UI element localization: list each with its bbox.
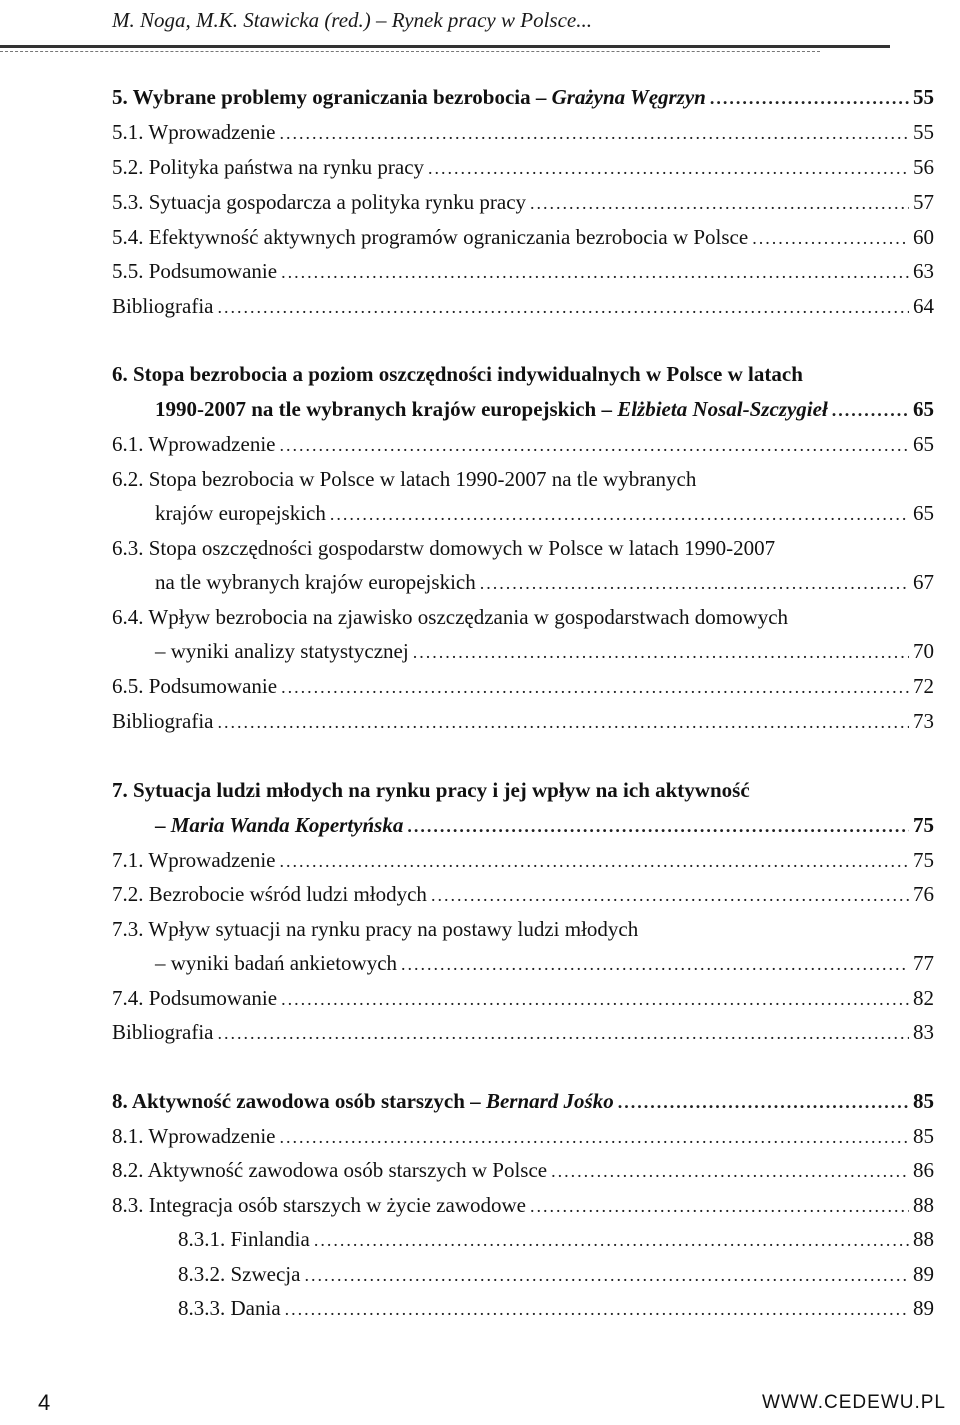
- page-number: 86: [913, 1158, 934, 1182]
- header-rule-secondary: [0, 51, 820, 52]
- entry-label: krajów europejskich: [155, 501, 326, 525]
- chapter-title: 8. Aktywność zawodowa osób starszych –: [112, 1089, 486, 1113]
- page-number: 83: [913, 1020, 934, 1044]
- entry-label: 8.3.1. Finlandia: [178, 1227, 310, 1251]
- toc-entry-5-bibliography[interactable]: [112, 289, 934, 323]
- entry-label: Bibliografia: [112, 709, 214, 733]
- leader-dots: [281, 255, 909, 289]
- entry-label: 8.3.3. Dania: [178, 1296, 281, 1320]
- toc-entry-8-1[interactable]: [112, 1119, 934, 1153]
- entry-label: 5.2. Polityka państwa na rynku pracy: [112, 155, 425, 179]
- page-number: 75: [913, 848, 934, 872]
- entry-label: 8.3.2. Szwecja: [178, 1262, 301, 1286]
- toc-entry-7-2[interactable]: [112, 877, 934, 911]
- leader-dots: [279, 116, 909, 150]
- chapter-title: –: [155, 813, 171, 837]
- entry-label: 6.1. Wprowadzenie: [112, 432, 276, 456]
- entry-label: 6.5. Podsumowanie: [112, 674, 278, 698]
- leader-dots: [281, 982, 909, 1016]
- entry-label: 7.2. Bezrobocie wśród ludzi młodych: [112, 882, 427, 906]
- header-rule: [0, 45, 890, 48]
- page-number-footer: 4: [38, 1390, 51, 1415]
- entry-label: Bibliografia: [112, 294, 214, 318]
- toc-chapter-5[interactable]: [112, 80, 934, 114]
- leader-dots: [530, 186, 909, 220]
- leader-dots: [551, 1154, 909, 1188]
- toc-entry-6-4-line1[interactable]: 6.4. Wpływ bezrobocia na zjawisko oszczędzania w gospodarstwach domowych: [112, 605, 789, 629]
- toc-entry-7-4[interactable]: [112, 981, 934, 1015]
- entry-label: 7.4. Podsumowanie: [112, 986, 278, 1010]
- leader-dots: [428, 151, 909, 185]
- leader-dots: [217, 290, 909, 324]
- toc-entry-6-2-line1[interactable]: 6.2. Stopa bezrobocia w Polsce w latach 1990-2007 na tle wybranych: [112, 467, 697, 491]
- page-number: 76: [913, 882, 934, 906]
- leader-dots: [279, 1120, 909, 1154]
- toc-entry-5-2[interactable]: [112, 150, 934, 184]
- leader-dots: [530, 1189, 909, 1223]
- page-number: 65: [913, 397, 934, 421]
- page-number: 72: [913, 674, 934, 698]
- toc-entry-8-2[interactable]: [112, 1153, 934, 1187]
- publisher-website: WWW.CEDEWU.PL: [762, 1392, 946, 1413]
- page-number: 77: [913, 951, 934, 975]
- page-number: 56: [913, 155, 934, 179]
- page-number: 85: [913, 1089, 934, 1113]
- page-number: 88: [913, 1193, 934, 1217]
- chapter-title: 5. Wybrane problemy ograniczania bezrobocia –: [112, 85, 552, 109]
- entry-label: 8.2. Aktywność zawodowa osób starszych w Polsce: [112, 1158, 548, 1182]
- page-number: 73: [913, 709, 934, 733]
- page-number: 89: [913, 1296, 934, 1320]
- page-number: 60: [913, 225, 934, 249]
- leader-dots: [618, 1085, 909, 1119]
- leader-dots: [710, 81, 909, 115]
- page-number: 89: [913, 1262, 934, 1286]
- toc-entry-6-3[interactable]: [155, 565, 934, 599]
- page-number: 64: [913, 294, 934, 318]
- chapter-author: Elżbieta Nosal-Szczygieł: [617, 397, 828, 421]
- page-number: 85: [913, 1124, 934, 1148]
- entry-label: 5.5. Podsumowanie: [112, 259, 278, 283]
- toc-entry-7-bibliography[interactable]: [112, 1015, 934, 1049]
- page-number: 65: [913, 432, 934, 456]
- page-number: 88: [913, 1227, 934, 1251]
- toc-entry-8-3-2[interactable]: [178, 1257, 934, 1291]
- entry-label: Bibliografia: [112, 1020, 214, 1044]
- leader-dots: [279, 844, 909, 878]
- toc-entry-6-bibliography[interactable]: [112, 704, 934, 738]
- page-number: 75: [913, 813, 934, 837]
- page-number: 82: [913, 986, 934, 1010]
- toc-entry-5-4[interactable]: [112, 220, 934, 254]
- toc-entry-8-3-1[interactable]: [178, 1222, 934, 1256]
- entry-label: 8.1. Wprowadzenie: [112, 1124, 276, 1148]
- leader-dots: [217, 1016, 909, 1050]
- toc-entry-7-1[interactable]: [112, 843, 934, 877]
- leader-dots: [217, 705, 909, 739]
- page-number: 57: [913, 190, 934, 214]
- toc-entry-5-3[interactable]: [112, 185, 934, 219]
- leader-dots: [281, 670, 909, 704]
- page-number: 63: [913, 259, 934, 283]
- leader-dots: [413, 635, 909, 669]
- toc-entry-8-3[interactable]: [112, 1188, 934, 1222]
- entry-label: 5.3. Sytuacja gospodarcza a polityka rynku pracy: [112, 190, 527, 214]
- page-number: 67: [913, 570, 934, 594]
- toc-entry-8-3-3[interactable]: [178, 1291, 934, 1325]
- entry-label: 5.4. Efektywność aktywnych programów ograniczania bezrobocia w Polsce: [112, 225, 749, 249]
- page-number: 55: [913, 120, 934, 144]
- leader-dots: [431, 878, 909, 912]
- page-number: 65: [913, 501, 934, 525]
- toc-entry-6-2[interactable]: [155, 496, 934, 530]
- toc-entry-6-3-line1[interactable]: 6.3. Stopa oszczędności gospodarstw domowych w Polsce w latach 1990-2007: [112, 536, 776, 560]
- leader-dots: [330, 497, 909, 531]
- leader-dots: [304, 1258, 909, 1292]
- toc-entry-6-5[interactable]: [112, 669, 934, 703]
- toc-entry-7-3[interactable]: [155, 946, 934, 980]
- leader-dots: [752, 221, 909, 255]
- toc-chapter-8[interactable]: [112, 1084, 934, 1118]
- leader-dots: [285, 1292, 909, 1326]
- entry-label: 7.1. Wprowadzenie: [112, 848, 276, 872]
- entry-label: – wyniki analizy statystycznej: [155, 639, 409, 663]
- leader-dots: [314, 1223, 909, 1257]
- toc-chapter-7[interactable]: [155, 808, 934, 842]
- leader-dots: [279, 428, 909, 462]
- leader-dots: [407, 809, 909, 843]
- toc-chapter-6[interactable]: [155, 392, 934, 426]
- toc-entry-6-4[interactable]: [155, 634, 934, 668]
- entry-label: – wyniki badań ankietowych: [155, 951, 398, 975]
- toc-entry-5-5[interactable]: [112, 254, 934, 288]
- entry-label: 5.1. Wprowadzenie: [112, 120, 276, 144]
- toc-entry-6-1[interactable]: [112, 427, 934, 461]
- chapter-author: Maria Wanda Kopertyńska: [170, 813, 404, 837]
- toc-entry-5-1[interactable]: [112, 115, 934, 149]
- page-number: 70: [913, 639, 934, 663]
- entry-label: 8.3. Integracja osób starszych w życie zawodowe: [112, 1193, 527, 1217]
- toc-chapter-6-title-line1[interactable]: 6. Stopa bezrobocia a poziom oszczędności indywidualnych w Polsce w latach: [112, 362, 803, 386]
- toc-chapter-7-title-line1[interactable]: 7. Sytuacja ludzi młodych na rynku pracy i jej wpływ na ich aktywność: [112, 778, 750, 802]
- leader-dots: [480, 566, 909, 600]
- leader-dots: [832, 393, 909, 427]
- page-number: 55: [913, 85, 934, 109]
- chapter-author: Grażyna Węgrzyn: [551, 85, 706, 109]
- chapter-title: 1990-2007 na tle wybranych krajów europejskich –: [155, 397, 618, 421]
- running-head: M. Noga, M.K. Stawicka (red.) – Rynek pracy w Polsce...: [112, 8, 592, 32]
- entry-label: na tle wybranych krajów europejskich: [155, 570, 476, 594]
- chapter-author: Bernard Jośko: [485, 1089, 614, 1113]
- toc-entry-7-3-line1[interactable]: 7.3. Wpływ sytuacji na rynku pracy na postawy ludzi młodych: [112, 917, 639, 941]
- leader-dots: [401, 947, 909, 981]
